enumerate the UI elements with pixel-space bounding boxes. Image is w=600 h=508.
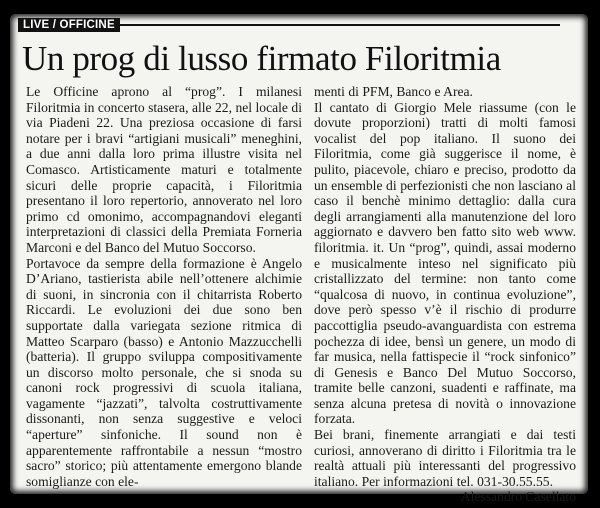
headline: Un prog di lusso firmato Filoritmia	[22, 39, 501, 78]
author-byline: Alessandro Casellato	[460, 489, 576, 505]
paragraph: Le Officine aprono al “prog”. I milanesi Filoritmia in concerto stasera, alle 22, nel locale di via Piadeni 22. Una preziosa occasione di farsi notare per i bravi “artigiani musicali” meneghini, a due anni dalla loro prima illustre visita nel Comasco. Artisticamente maturi e totalmente sicuri delle proprie capacità, i Filoritmia presentano il loro repertorio, annoverato nel loro primo cd omonimo, accompagnandovi eleganti interpretazioni di classici della Premiata Forneria Marconi e del Banco del Mutuo Soccorso.	[26, 84, 302, 255]
section-rule	[120, 24, 560, 26]
section-label: LIVE / OFFICINE	[18, 18, 120, 32]
paragraph: menti di PFM, Banco e Area.	[314, 84, 473, 99]
paragraph: Il cantato di Giorgio Mele riassume (con le dovute proporzioni) tratti di molti famosi vocalist del pop italiano. Il suono dei Filoritmia, come già suggerisce il nome, è pulito, piacevole, chiaro e preciso, prodotto da un ensemble di perfezionisti che non lasciano al caso il benchè minimo dettaglio: dalla cura degli arrangiamenti alla manutenzione del loro aggiornato e davvero ben fatto sito web www. filoritmia. it. Un “prog”, quindi, assai moderno e musicalmente inteso nel significato più cristallizzato del termine: non tanto come “qualcosa di nuovo, in continua evoluzione”, dove però spesso v’è il rischio di produrre paccottiglia pseudo-avanguardista con estrema pochezza di idee, bensì un genere, un modo di far musica, nella fattispecie il “rock sinfonico” di Genesis e Banco Del Mutuo Soccorso, tramite belle canzoni, suadenti e raffinate, ma senza alcuna pretesa di novità o innovazione forzata.	[314, 99, 576, 427]
paragraph: Portavoce da sempre della formazione è Angelo D’Ariano, tastierista abile nell’ottenere alchimie di suoni, in sincronia con il chitarrista Roberto Riccardi. Le evoluzioni dei due sono ben supportate dalla variegata sezione ritmica di Matteo Scarparo (basso) e Antonio Mazzucchelli (batteria). Il gruppo sviluppa compositivamente un discorso molto personale, che si snoda su canoni rock progressivi di scuola italiana, vagamente “jazzati”, talvolta costruttivamente dissonanti, non senza suggestive e veloci “aperture” sinfoniche. Il sound non è apparentemente raffrontabile a nessun “mostro sacro” storico; più attentamente emergono blande somiglianze con ele-	[26, 255, 302, 489]
paragraph: Bei brani, finemente arrangiati e dai testi curiosi, annoverano di diritto i Filoritmia tra le realtà attuali più interessanti del progressivo italiano. Per informazioni tel. 031-30.55.55.	[314, 427, 576, 489]
section-tag	[18, 18, 560, 32]
article-column-2	[314, 84, 576, 505]
article-column-1	[26, 84, 302, 489]
